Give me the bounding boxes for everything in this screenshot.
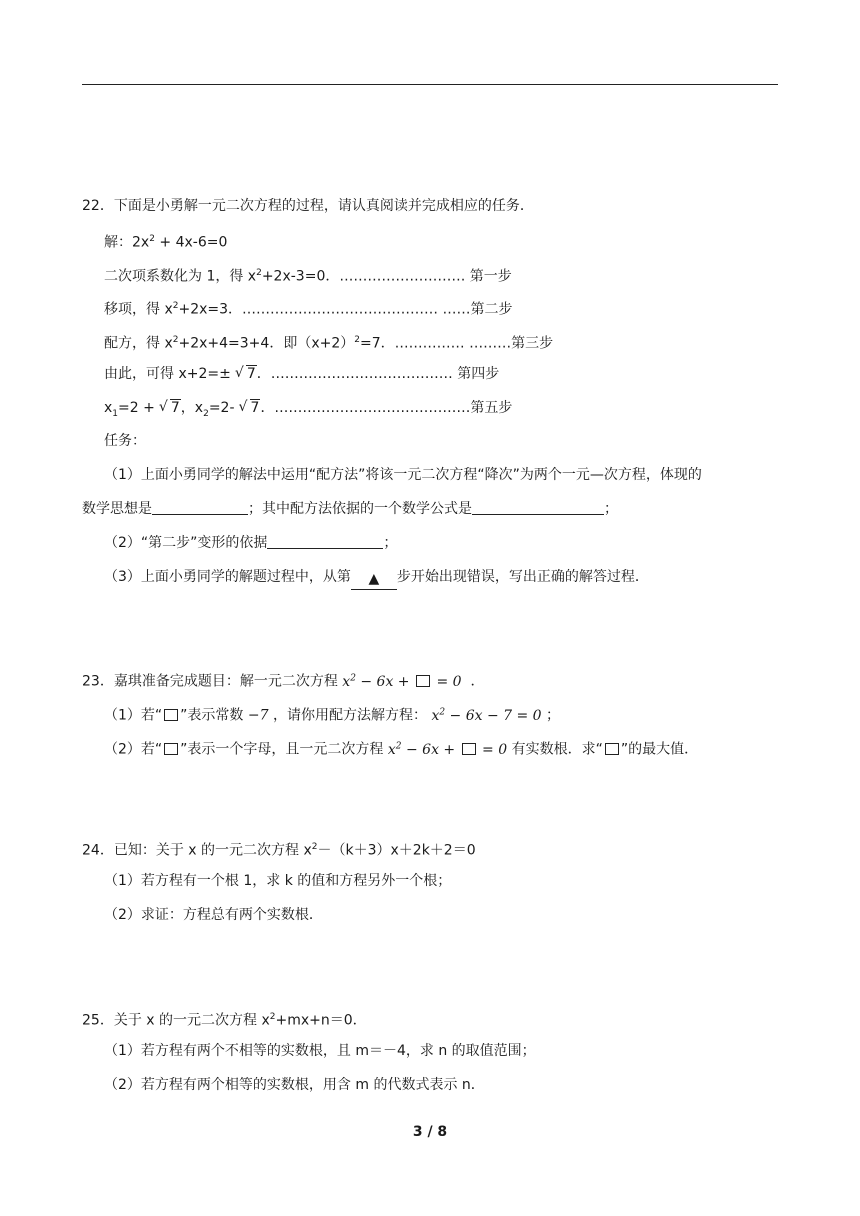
box-placeholder-icon [462, 743, 476, 755]
box-placeholder-icon [605, 743, 619, 755]
q22-step4: 由此，可得 x+2=±√ 7．………………………………… 第四步 [104, 364, 499, 384]
q25-part1: （1）若方程有两个不相等的实数根，且 m＝－4，求 n 的取值范围； [104, 1043, 536, 1059]
q22-task1-line1: （1）上面小勇同学的解法中运用“配方法”将该一元二次方程“降次”为两个一元—次方程，体现的 [104, 467, 702, 483]
sqrt-symbol: √ 7 [235, 364, 257, 384]
q25-part2: （2）若方程有两个相等的实数根，用含 m 的代数式表示 n． [104, 1077, 485, 1093]
q22-task2: （2）“第二步”变形的依据 ； [104, 535, 398, 551]
q24-part1: （1）若方程有一个根 1，求 k 的值和方程另外一个根； [104, 873, 452, 889]
header-rule [82, 84, 778, 85]
q22-step2: 移项，得 $x^2+2x=3$．…………………………………… ……第二步 [104, 301, 513, 318]
answer-blank[interactable] [152, 514, 248, 515]
q23-part2: （2）若“ ”表示一个字母，且一元二次方程 $x^2 - 6x$ + = 0 有实数根．求“ ”的最大值． [104, 741, 699, 758]
answer-blank[interactable] [267, 548, 383, 549]
q22-task3: （3）上面小勇同学的解题过程中，从第 ▲ 步开始出现错误，写出正确的解答过程． [104, 567, 649, 590]
q23-stem: 23．嘉琪准备完成题目：解一元二次方程 $x^2 - 6x$ + = 0 ． [82, 673, 485, 690]
sqrt-symbol: √ 7 [239, 398, 261, 418]
q22-equation: 解：$2x^2 + 4x-6=0$ [104, 234, 228, 251]
q22-stem: 22．下面是小勇解一元二次方程的过程，请认真阅读并完成相应的任务． [82, 198, 534, 214]
q23-part1: （1）若“ ”表示常数 −7 ，请你用配方法解方程： $x^2 - 6x - 7 = 0$ ； [104, 707, 561, 724]
q22-task1-line2: 数学思想是 ；其中配方法依据的一个数学公式是 ； [82, 501, 618, 517]
q22-step3: 配方，得 $x^2+2x+4=3+4$．即$(x+2)^2=7$．…………… ………第三步 [104, 335, 554, 352]
q22-step1: 二次项系数化为 1，得 $x^2+2x-3=0$．……………………… 第一步 [104, 268, 512, 285]
q22-task-label: 任务： [104, 433, 146, 449]
box-placeholder-icon [164, 743, 178, 755]
q24-stem: 24．已知：关于 x 的一元二次方程 $x^2-(k+3)x+2k+2=0$ [82, 842, 476, 859]
q22-step5: $x_1=2$ +√ 7，$x_2=2-√$ 7．……………………………………第五步 [104, 398, 512, 424]
box-placeholder-icon [416, 675, 430, 687]
page-number: 3 / 8 [412, 1124, 448, 1140]
answer-blank[interactable] [472, 514, 604, 515]
equation-with-box: $x^2 - 6x$ + = 0 [342, 673, 462, 690]
triangle-mark-blank[interactable]: ▲ [351, 569, 397, 590]
sqrt-symbol: √ 7 [159, 398, 181, 418]
box-placeholder-icon [164, 709, 178, 721]
q24-part2: （2）求证：方程总有两个实数根． [104, 907, 323, 923]
q25-stem: 25．关于 x 的一元二次方程 $x^2+mx+n=0$． [82, 1012, 367, 1029]
